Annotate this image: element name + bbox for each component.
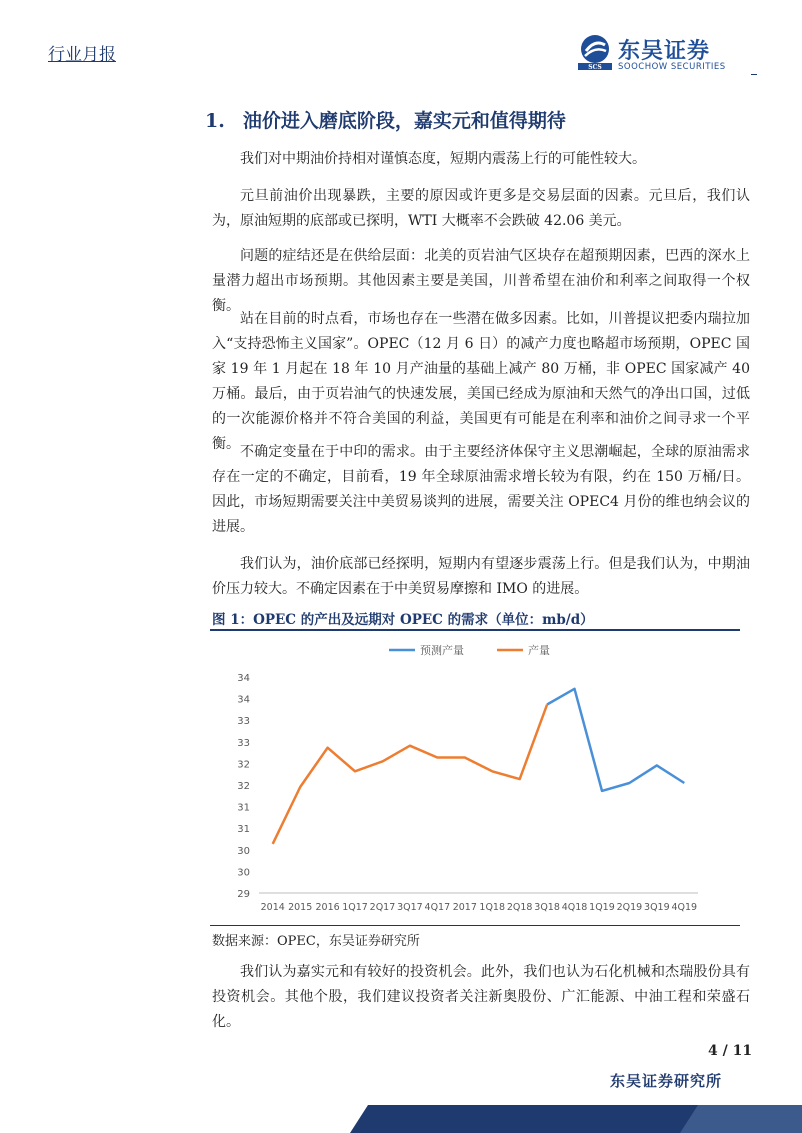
figure-source: 数据来源：OPEC，东吴证券研究所 [212, 934, 420, 949]
paragraph: 我们认为嘉实元和有较好的投资机会。此外，我们也认为石化机械和杰瑞股份具有投资机会。其他个股，我们建议投资者关注新奥股份、广汇能源、中油工程和荣盛石化。 [212, 964, 750, 1030]
x-tick-label: 3Q18 [534, 902, 560, 913]
x-tick-label: 4Q18 [561, 902, 588, 913]
y-axis [237, 673, 250, 900]
paragraph: 不确定变量在于中印的需求。由于主要经济体保守主义思潮崛起，全球的原油需求存在一定的不确定，目前看，19 年全球原油需求增长较为有限，约在 150 万桶/日。因此，市场短期需要关注中美贸易谈判的进展，需要关注 OPEC4 月份的维也纳会议的进展。 [212, 444, 750, 535]
section-heading [205, 106, 566, 133]
x-tick-label: 1Q18 [479, 902, 506, 913]
y-tick-label: 32 [237, 759, 250, 771]
header-divider [751, 74, 757, 75]
y-tick-label: 33 [237, 737, 250, 749]
logo-mark-icon [578, 34, 612, 70]
paragraph: 站在目前的时点看，市场也存在一些潜在做多因素。比如，川普提议把委内瑞拉加入“支持恐怖主义国家”。OPEC（12 月 6 日）的减产力度也略超市场预期，OPEC 国家 19 年 1 月起在 18 年 10 月产油量的基础上减产 80 万桶，非 OPEC 国家减产 40 万桶。最后，由于页岩油气的快速发展，美国已经成为原油和天然气的净出口国，过低的一次能源价格并不符合美国的利益，美国更有可能是在利率和油价之间寻求一个平衡。 [212, 311, 750, 452]
x-tick-label: 2017 [452, 902, 477, 913]
logo-mark-text: SCS [588, 64, 602, 70]
legend-label: 预测产量 [420, 644, 464, 657]
y-tick-label: 30 [237, 867, 250, 879]
y-tick-label: 34 [237, 673, 250, 684]
chart-legend [389, 643, 550, 657]
series-line [273, 705, 547, 844]
page-number: 4 / 11 [708, 1043, 753, 1059]
chart-svg [212, 635, 738, 921]
footer-org-name: 东吴证券研究所 [610, 1072, 723, 1090]
y-tick-label: 34 [237, 694, 250, 706]
y-tick-label: 30 [237, 845, 250, 857]
y-tick-label: 32 [237, 781, 250, 792]
legend-label: 产量 [528, 644, 550, 657]
x-tick-label: 3Q17 [397, 902, 423, 913]
logo-name-en: SOOCHOW SECURITIES [618, 62, 726, 72]
section-title: 油价进入磨底阶段，嘉实元和值得期待 [242, 110, 566, 132]
series-layer [273, 689, 685, 844]
y-tick-label: 33 [237, 716, 250, 728]
x-tick-label: 1Q17 [342, 902, 368, 913]
y-tick-label: 29 [237, 889, 250, 900]
company-logo [578, 34, 758, 74]
x-tick-label: 2Q19 [616, 902, 643, 913]
x-tick-label: 4Q19 [671, 902, 698, 913]
x-tick-label: 4Q17 [424, 902, 451, 913]
x-axis [259, 893, 698, 913]
paragraph: 我们认为，油价底部已经探明，短期内有望逐步震荡上行。但是我们认为，中期油价压力较大。不确定因素在于中美贸易摩擦和 IMO 的进展。 [212, 556, 750, 597]
x-tick-label: 2Q17 [369, 902, 396, 913]
logo-name-cn: 东吴证券 [618, 39, 711, 64]
x-tick-label: 3Q19 [644, 902, 670, 913]
paragraph: 元旦前油价出现暴跌，主要的原因或许更多是交易层面的因素。元旦后，我们认为，原油短期的底部或已探明，WTI 大概率不会跌破 42.06 美元。 [212, 188, 750, 229]
x-tick-label: 2Q18 [506, 902, 533, 913]
footer-decoration [350, 1105, 802, 1133]
figure-bottom-rule [210, 925, 740, 926]
x-tick-label: 1Q19 [589, 902, 615, 913]
section-number: 1. [205, 110, 225, 132]
x-tick-label: 2014 [260, 902, 285, 913]
x-tick-label: 2016 [315, 902, 340, 913]
y-tick-label: 31 [237, 824, 250, 836]
paragraph: 我们对中期油价持相对谨慎态度，短期内震荡上行的可能性较大。 [240, 151, 646, 167]
figure-top-rule [210, 629, 740, 631]
x-tick-label: 2015 [288, 902, 313, 913]
y-tick-label: 31 [237, 802, 250, 814]
opec-output-chart [212, 635, 738, 921]
report-type-label: 行业月报 [48, 45, 116, 65]
figure-caption: 图 1：OPEC 的产出及远期对 OPEC 的需求（单位：mb/d） [212, 612, 594, 628]
series-line [547, 689, 684, 791]
paragraph: 问题的症结还是在供给层面：北美的页岩油气区块存在超预期因素，巴西的深水上量潜力超出市场预期。其他因素主要是美国，川普希望在油价和利率之间取得一个权衡。 [212, 248, 750, 314]
